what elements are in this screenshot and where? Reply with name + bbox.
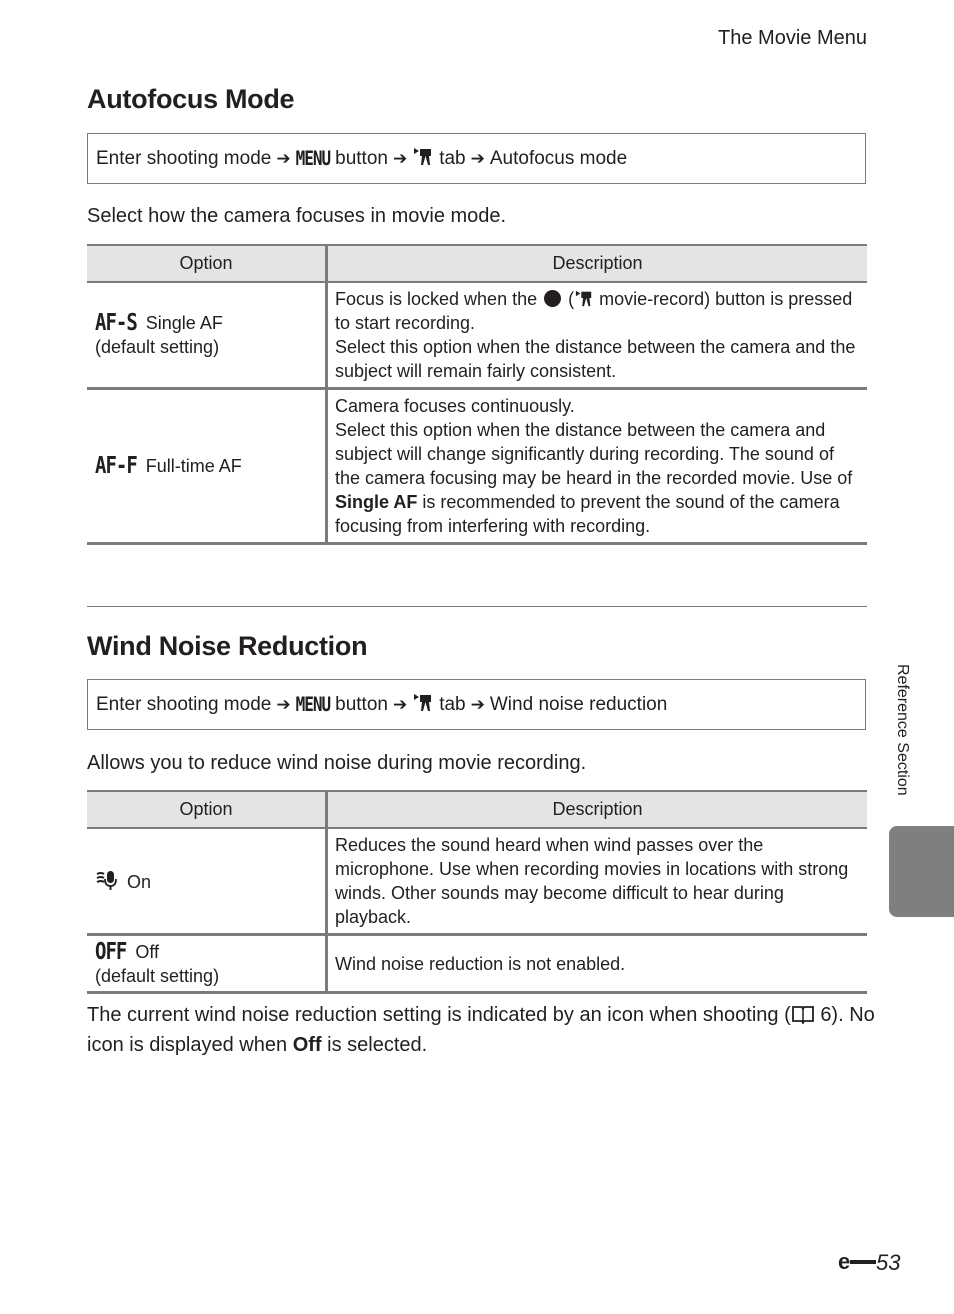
description-bold-text: Single AF — [335, 492, 418, 512]
section-title-wind-noise: Wind Noise Reduction — [87, 631, 368, 661]
section-lead-text: Select how the camera focuses in movie mode. — [87, 205, 507, 227]
description-cell: Focus is locked when the ( movie-record) button is pressed to start recording. Select this option when the distance between the camera and the subject will remain fairly consistent. — [327, 282, 868, 389]
table-header-row — [87, 245, 867, 282]
section-lead-text: Allows you to reduce wind noise during movie recording. — [87, 752, 587, 774]
section-divider — [87, 606, 867, 607]
option-name: Single AF — [145, 313, 223, 333]
nav-step: Autofocus mode — [489, 147, 628, 169]
menu-button-icon: MENU — [295, 147, 331, 170]
wind-noise-microphone-icon — [95, 872, 124, 892]
footnote-part: 6). No icon is displayed when — [87, 1004, 875, 1056]
svg-text:e: e — [838, 1251, 851, 1273]
description-text: Focus is locked when the — [335, 289, 538, 309]
option-default-note: (default setting) — [95, 337, 220, 357]
record-button-icon — [544, 290, 561, 307]
description-text: movie-record) button is pressed to start recording. — [335, 289, 853, 333]
footnote-bold-text: Off — [292, 1034, 322, 1056]
arrow-right-icon: ➔ — [470, 694, 485, 714]
nav-path-box-autofocus — [87, 133, 866, 184]
option-cell — [87, 935, 327, 993]
side-thumb-tab — [889, 826, 954, 917]
description-text: Camera focuses continuously. — [335, 396, 575, 416]
option-default-note: (default setting) — [95, 965, 220, 986]
af-s-icon: AF-S — [95, 309, 137, 337]
footnote-part: The current wind noise reduction setting is indicated by an icon when shooting ( — [87, 1004, 791, 1026]
table-header-row — [87, 791, 867, 828]
arrow-right-icon: ➔ — [276, 694, 291, 714]
nav-step: button — [335, 147, 388, 169]
option-name: Full-time AF — [145, 456, 242, 476]
reference-e-icon — [838, 1250, 876, 1275]
column-header-description: Description — [327, 245, 868, 282]
option-name: Off — [135, 941, 160, 962]
off-icon: OFF — [95, 938, 127, 965]
page-number-value: 53 — [876, 1250, 901, 1275]
nav-step: Wind noise reduction — [489, 693, 668, 715]
option-name: On — [127, 871, 152, 892]
table-row — [87, 282, 867, 389]
nav-step: Enter shooting mode — [96, 147, 272, 169]
footnote-part: is selected. — [327, 1034, 428, 1056]
af-f-icon: AF-F — [95, 452, 137, 480]
arrow-right-icon: ➔ — [276, 148, 291, 168]
running-header: The Movie Menu — [718, 27, 867, 49]
nav-path-box-wind-noise — [87, 679, 866, 730]
autofocus-options-table — [87, 244, 867, 545]
book-reference-icon — [791, 1004, 815, 1026]
option-cell — [87, 389, 327, 544]
nav-step: Enter shooting mode — [96, 693, 272, 715]
arrow-right-icon: ➔ — [392, 148, 408, 168]
wind-noise-options-table — [87, 790, 867, 994]
table-row — [87, 935, 867, 993]
description-cell: Wind noise reduction is not enabled. — [327, 935, 868, 993]
option-cell — [87, 828, 327, 935]
description-text: Select this option when the distance between the camera and the subject will remain fairly consistent. — [335, 337, 856, 381]
nav-step: button — [335, 693, 388, 715]
movie-tab-icon — [412, 146, 434, 171]
nav-step: tab — [439, 147, 466, 169]
column-header-option: Option — [87, 245, 327, 282]
table-row — [87, 389, 867, 544]
page-number — [838, 1250, 900, 1276]
footnote-text — [87, 1000, 877, 1060]
movie-tab-icon — [412, 692, 434, 717]
description-cell: Reduces the sound heard when wind passes over the microphone. Use when recording movies in locations with strong winds. Other sounds may become difficult to hear during playback. — [327, 828, 868, 935]
option-cell — [87, 282, 327, 389]
side-section-label: Reference Section — [894, 664, 911, 796]
arrow-right-icon: ➔ — [392, 694, 408, 714]
nav-step: tab — [439, 693, 466, 715]
description-text: is recommended to prevent the sound of the camera focusing from interfering with recording. — [335, 492, 840, 536]
table-row — [87, 828, 867, 935]
movie-icon — [574, 289, 594, 309]
arrow-right-icon: ➔ — [470, 148, 485, 168]
column-header-description: Description — [327, 791, 868, 828]
column-header-option: Option — [87, 791, 327, 828]
section-title-autofocus: Autofocus Mode — [87, 84, 295, 114]
description-cell — [327, 389, 868, 544]
menu-button-icon: MENU — [295, 693, 331, 716]
description-text: Select this option when the distance between the camera and subject will change significantly during recording. The sound of the camera focusing may be heard in the recorded movie. Use of — [335, 420, 853, 488]
